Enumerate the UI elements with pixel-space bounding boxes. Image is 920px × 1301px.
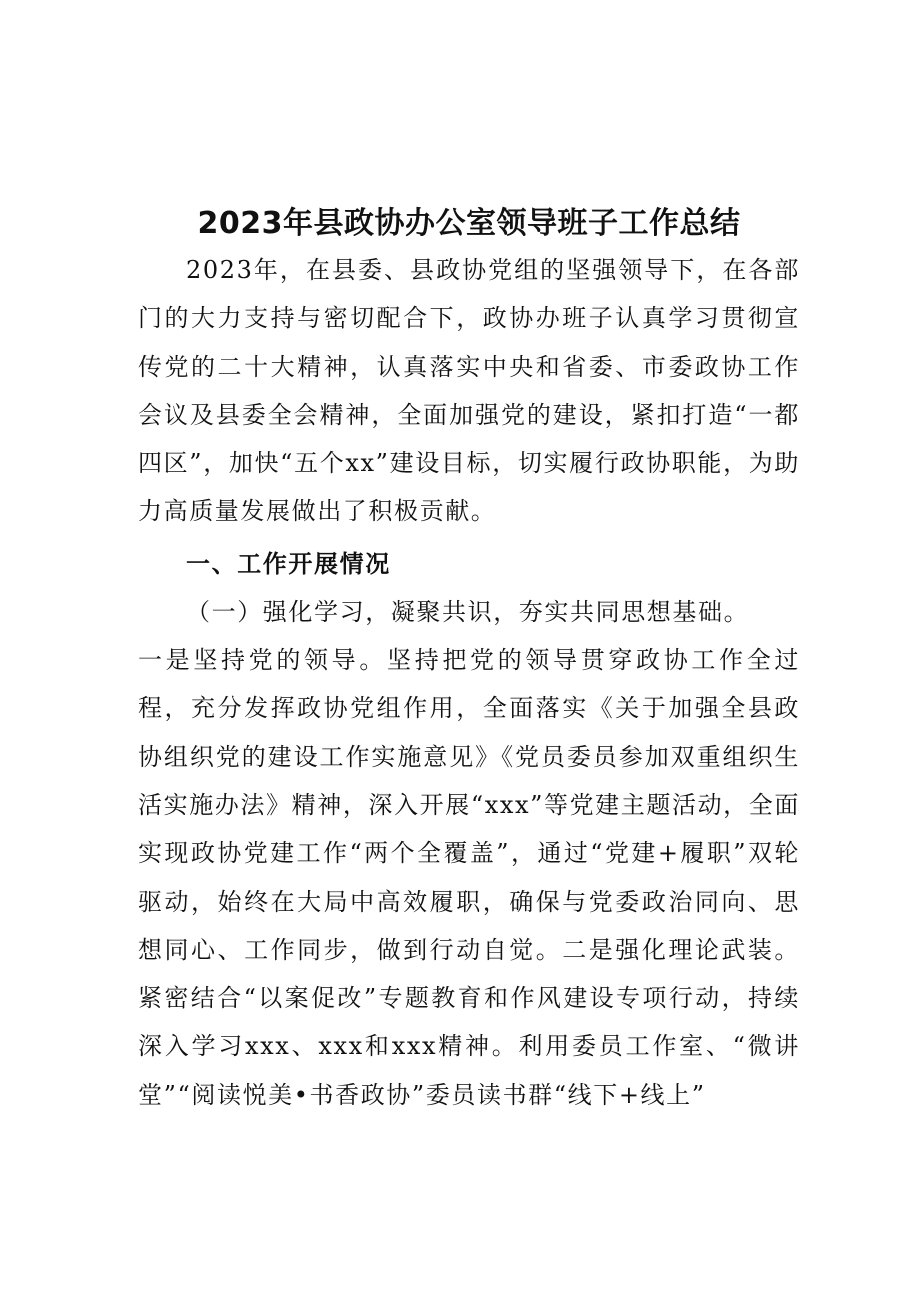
document-body	[138, 196, 800, 1119]
subsection-body-paragraph: 一是坚持党的领导。坚持把党的领导贯穿政协工作全过程，充分发挥政协党组作用，全面落实《关于加强全县政协组织党的建设工作实施意见》《党员委员参加双重组织生活实施办法》精神，深入开展“xxx”等党建主题活动，全面实现政协党建工作“两个全覆盖”，通过“党建+履职”双轮驱动，始终在大局中高效履职，确保与党委政治同向、思想同心、工作同步，做到行动自觉。二是强化理论武装。紧密结合“以案促改”专题教育和作风建设专项行动，持续深入学习xxx、xxx和xxx精神。利用委员工作室、“微讲堂”“阅读悦美•书香政协”委员读书群“线下+线上”	[138, 646, 800, 1109]
section-heading: 一、工作开展情况	[186, 549, 391, 578]
subsection-lead: （一）强化学习，凝聚共识，夯实共同思想基础。	[186, 597, 750, 626]
document-title: 2023年县政协办公室领导班子工作总结	[197, 206, 741, 241]
intro-paragraph: 2023年，在县委、县政协党组的坚强领导下，在各部门的大力支持与密切配合下，政协办班子认真学习贯彻宣传党的二十大精神，认真落实中央和省委、市委政协工作会议及县委全会精神，全面加强党的建设，紧扣打造“一都四区”，加快“五个xx”建设目标，切实履行政协职能，为助力高质量发展做出了积极贡献。	[138, 256, 800, 526]
